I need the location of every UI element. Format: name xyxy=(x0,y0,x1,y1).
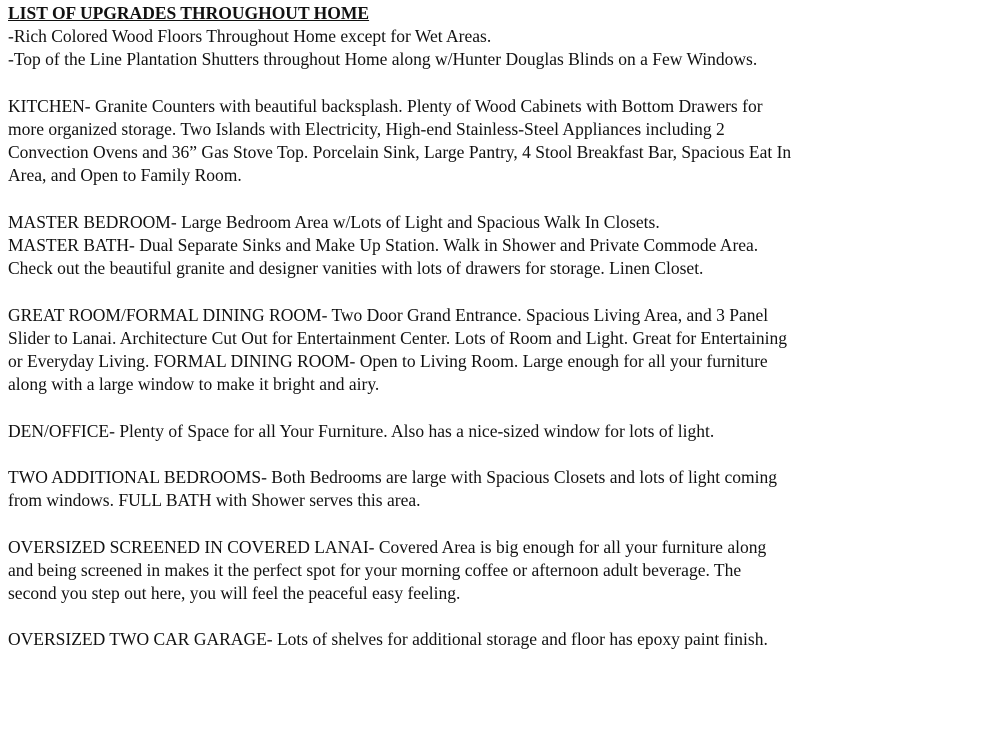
paragraph-gap xyxy=(8,280,793,303)
document-body xyxy=(8,2,793,652)
paragraph-gap xyxy=(8,512,793,535)
lanai-paragraph: OVERSIZED SCREENED IN COVERED LANAI- Covered Area is big enough for all your furniture along and being screened in makes it the perfect spot for your morning coffee or afternoon adult beverage. The second you step out here, you will feel the peaceful easy feeling. xyxy=(8,536,767,603)
paragraph-gap xyxy=(8,443,793,466)
kitchen-paragraph: KITCHEN- Granite Counters with beautiful backsplash. Plenty of Wood Cabinets with Bottom Drawers for more organized storage. Two Islands with Electricity, High-end Stainless-Steel Appliances including 2 Convection Ovens and 36” Gas Stove Top. Porcelain Sink, Large Pantry, 4 Stool Breakfast Bar, Spacious Eat In Area, and Open to Family Room. xyxy=(8,95,792,186)
master-bath-paragraph: MASTER BATH- Dual Separate Sinks and Make Up Station. Walk in Shower and Private Commode Area. Check out the beautiful granite and designer vanities with lots of drawers for storage. Linen Closet. xyxy=(8,235,759,279)
document-title: LIST OF UPGRADES THROUGHOUT HOME xyxy=(8,3,370,23)
master-bedroom-line: MASTER BEDROOM- Large Bedroom Area w/Lots of Light and Spacious Walk In Closets. xyxy=(8,211,660,232)
garage-paragraph: OVERSIZED TWO CAR GARAGE- Lots of shelves for additional storage and floor has epoxy paint finish. xyxy=(8,629,768,650)
paragraph-gap xyxy=(8,605,793,628)
den-office-paragraph: DEN/OFFICE- Plenty of Space for all Your Furniture. Also has a nice-sized window for lots of light. xyxy=(8,420,715,441)
paragraph-gap xyxy=(8,396,793,419)
paragraph-gap xyxy=(8,72,793,95)
intro-line-shutters: -Top of the Line Plantation Shutters throughout Home along w/Hunter Douglas Blinds on a Few Windows. xyxy=(8,49,758,70)
great-room-paragraph: GREAT ROOM/FORMAL DINING ROOM- Two Door Grand Entrance. Spacious Living Area, and 3 Panel Slider to Lanai. Architecture Cut Out for Entertainment Center. Lots of Room and Light. Great for Entertaining or Everyday Living. FORMAL DINING ROOM- Open to Living Room. Large enough for all your furniture along with a large window to make it bright and airy. xyxy=(8,304,788,395)
intro-line-floors: -Rich Colored Wood Floors Throughout Home except for Wet Areas. xyxy=(8,26,492,47)
paragraph-gap xyxy=(8,188,793,211)
two-bedrooms-paragraph: TWO ADDITIONAL BEDROOMS- Both Bedrooms are large with Spacious Closets and lots of light coming from windows. FULL BATH with Shower serves this area. xyxy=(8,466,777,511)
